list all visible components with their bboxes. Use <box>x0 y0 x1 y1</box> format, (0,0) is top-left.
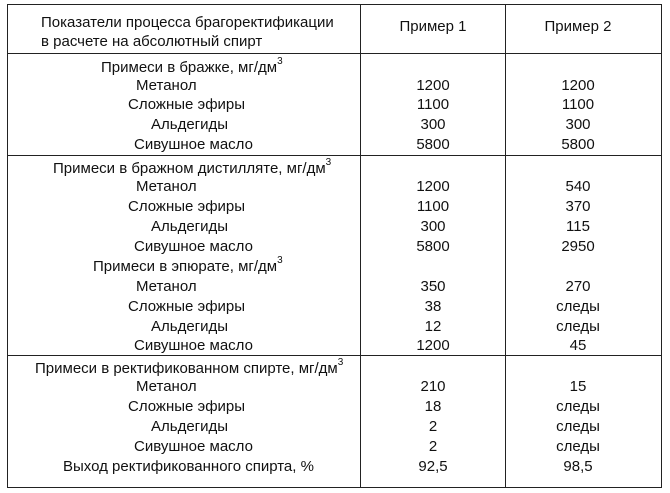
row-label: Альдегиды <box>151 318 229 335</box>
row-value-2: 2950 <box>561 238 595 255</box>
row-label: Сивушное масло <box>134 238 253 255</box>
row-value-2: 45 <box>569 337 587 354</box>
row-value-2: 370 <box>565 198 591 215</box>
section-title: Примеси в бражном дистилляте, $мг/дм^3$ <box>53 157 332 177</box>
row-value-1: 18 <box>424 398 442 415</box>
row-value-2: 15 <box>569 378 587 395</box>
row-value-1: 5800 <box>416 238 450 255</box>
row-label: Альдегиды <box>151 218 229 235</box>
row-label: Метанол <box>136 378 197 395</box>
column-divider <box>505 5 506 487</box>
row-value-1: 1200 <box>416 77 450 94</box>
row-value-2: 5800 <box>561 136 595 153</box>
section-divider <box>8 155 661 156</box>
section-title: Примеси в эпюрате, $мг/дм^3$ <box>93 255 283 275</box>
row-value-1: 1100 <box>416 96 450 113</box>
row-label: Альдегиды <box>151 116 229 133</box>
header-divider <box>8 53 661 54</box>
header-indicators-line1: Показатели процесса брагоректификации <box>41 14 334 31</box>
row-label: Сивушное масло <box>134 136 253 153</box>
data-table <box>7 4 662 488</box>
row-value-1: 300 <box>420 116 446 133</box>
header-example-2: Пример 2 <box>544 18 612 35</box>
header-example-1: Пример 1 <box>399 18 467 35</box>
row-value-1: 210 <box>420 378 446 395</box>
row-value-2: следы <box>556 418 600 435</box>
row-value-2: 300 <box>565 116 591 133</box>
header-indicators-line2: в расчете на абсолютный спирт <box>41 33 263 50</box>
row-value-2: следы <box>556 438 600 455</box>
row-value-1: 1100 <box>416 198 450 215</box>
yield-value-2: 98,5 <box>563 458 593 475</box>
row-value-1: 5800 <box>416 136 450 153</box>
section-title: Примеси в ректификованном спирте, $мг/дм^3$ <box>35 357 344 377</box>
row-value-2: 1100 <box>561 96 595 113</box>
row-value-2: 115 <box>566 218 590 235</box>
row-value-2: следы <box>556 298 600 315</box>
row-value-2: 1200 <box>561 77 595 94</box>
row-label: Сивушное масло <box>134 337 253 354</box>
column-divider <box>360 5 361 487</box>
yield-label: Выход ректификованного спирта, % <box>63 458 314 475</box>
row-label: Метанол <box>136 178 197 195</box>
row-value-1: 1200 <box>416 178 450 195</box>
yield-value-1: 92,5 <box>418 458 448 475</box>
row-value-2: следы <box>556 318 600 335</box>
row-value-2: 540 <box>565 178 591 195</box>
row-label: Сложные эфиры <box>128 198 246 215</box>
section-title: Примеси в бражке, $мг/дм^3$ <box>101 56 283 76</box>
row-value-1: 2 <box>428 438 438 455</box>
row-label: Сивушное масло <box>134 438 253 455</box>
row-value-1: 1200 <box>416 337 450 354</box>
row-value-1: 2 <box>428 418 438 435</box>
row-value-2: 270 <box>565 278 591 295</box>
row-label: Альдегиды <box>151 418 229 435</box>
row-label: Сложные эфиры <box>128 398 246 415</box>
row-label: Сложные эфиры <box>128 298 246 315</box>
row-value-2: следы <box>556 398 600 415</box>
row-value-1: 300 <box>420 218 446 235</box>
row-value-1: 38 <box>424 298 442 315</box>
row-value-1: 350 <box>420 278 446 295</box>
row-label: Метанол <box>136 77 197 94</box>
row-label: Сложные эфиры <box>128 96 246 113</box>
row-label: Метанол <box>136 278 197 295</box>
row-value-1: 12 <box>424 318 442 335</box>
